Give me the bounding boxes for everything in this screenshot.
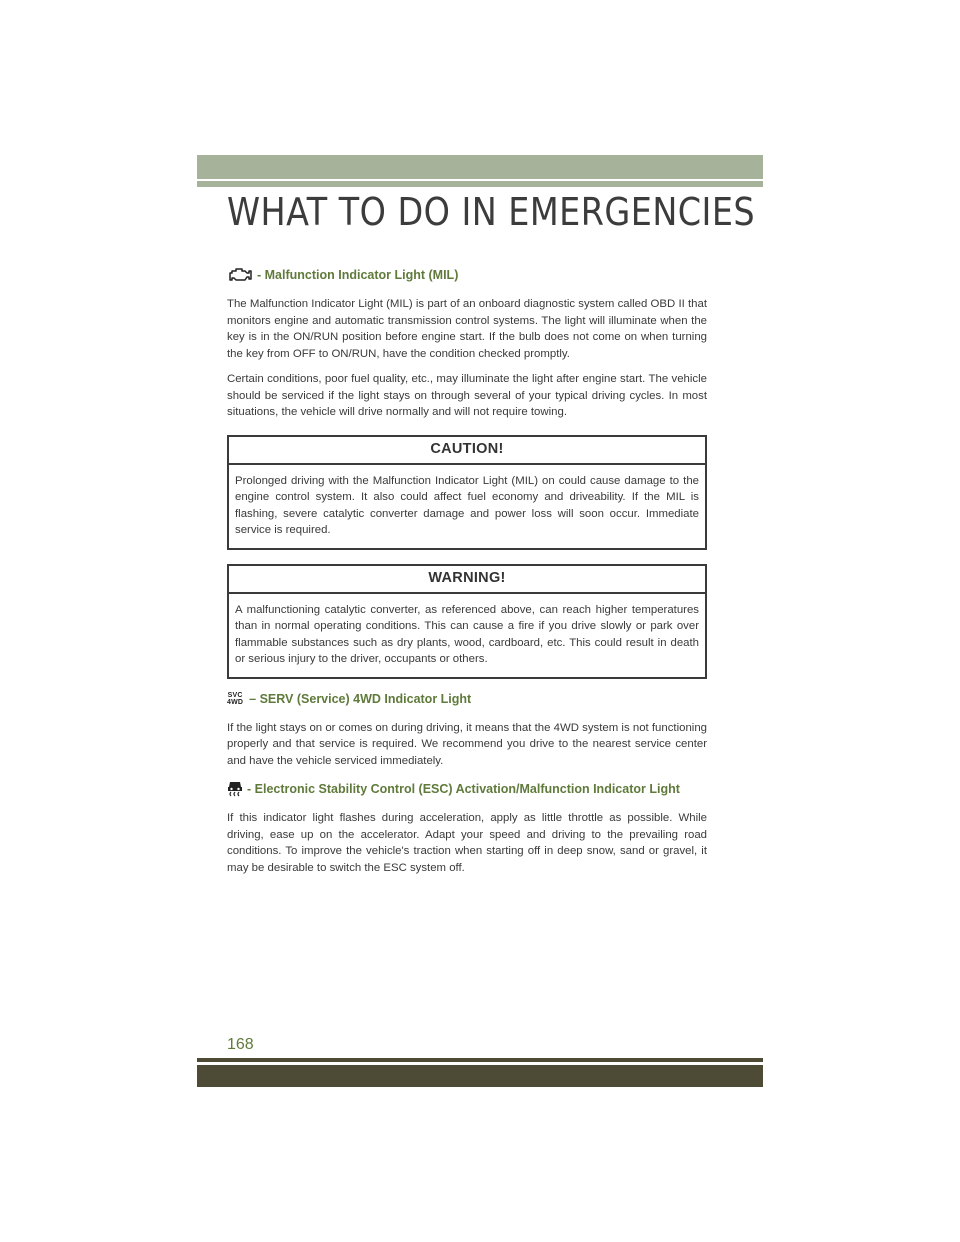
esc-heading-text: - Electronic Stability Control (ESC) Activation/Malfunction Indicator Light: [247, 782, 680, 796]
bottom-decorative-line: [197, 1058, 763, 1062]
caution-title: CAUTION!: [229, 437, 705, 465]
svc-heading: [227, 688, 707, 710]
top-decorative-line: [197, 181, 763, 187]
esc-paragraph: If this indicator light flashes during acceleration, apply as little throttle as possible. While driving, ease up on the accelerator. Adapt your speed and driving to the prevailing road conditions. To improve the vehicle's traction when starting off in deep snow, sand or gravel, it may be desirable to switch the ESC system off.: [227, 812, 707, 874]
section-title: WHAT TO DO IN EMERGENCIES: [227, 190, 756, 234]
page-number: 168: [227, 1036, 254, 1053]
esc-heading: [227, 778, 707, 800]
warning-title: WARNING!: [229, 566, 705, 594]
svc-4wd-icon: SVC 4WD: [227, 691, 244, 706]
caution-text: Prolonged driving with the Malfunction Indicator Light (MIL) on could cause damage to the engine control system. It also could affect fuel economy and driveability. If the MIL is flashing, severe catalytic converter damage and power loss will soon occur. Immediate service is required.: [235, 474, 699, 536]
mil-heading: [227, 264, 707, 286]
mil-paragraph-1: The Malfunction Indicator Light (MIL) is part of an onboard diagnostic system called OBD II that monitors engine and automatic transmission control systems. The light will illuminate when the key is in the ON/RUN position before engine start. If the bulb does not come on when turning the key from OFF to ON/RUN, have the condition checked promptly.: [227, 298, 707, 360]
warning-box: [227, 564, 707, 679]
svc-heading-text: – SERV (Service) 4WD Indicator Light: [249, 691, 472, 706]
mil-paragraph-2: Certain conditions, poor fuel quality, etc., may illuminate the light after engine start. The vehicle should be serviced if the light stays on through several of your typical driving cycles. In most situations, the vehicle will drive normally and will not require towing.: [227, 373, 707, 418]
warning-text: A malfunctioning catalytic converter, as referenced above, can reach higher temperatures than in normal operating conditions. This can cause a fire if you drive slowly or park over flammable substances such as dry plants, wood, cardboard, etc. This could result in death or serious injury to the driver, occupants or others.: [235, 603, 699, 665]
caution-box: [227, 435, 707, 550]
top-decorative-band: [197, 155, 763, 179]
skidding-car-icon: [227, 780, 243, 798]
engine-icon: [227, 267, 253, 283]
mil-heading-text: - Malfunction Indicator Light (MIL): [257, 268, 459, 282]
svc-paragraph: If the light stays on or comes on during driving, it means that the 4WD system is not functioning properly and that service is required. We recommend you drive to the nearest service center and have the vehicle serviced immediately.: [227, 721, 707, 767]
page-content: [227, 264, 707, 885]
bottom-decorative-band: [197, 1065, 763, 1087]
